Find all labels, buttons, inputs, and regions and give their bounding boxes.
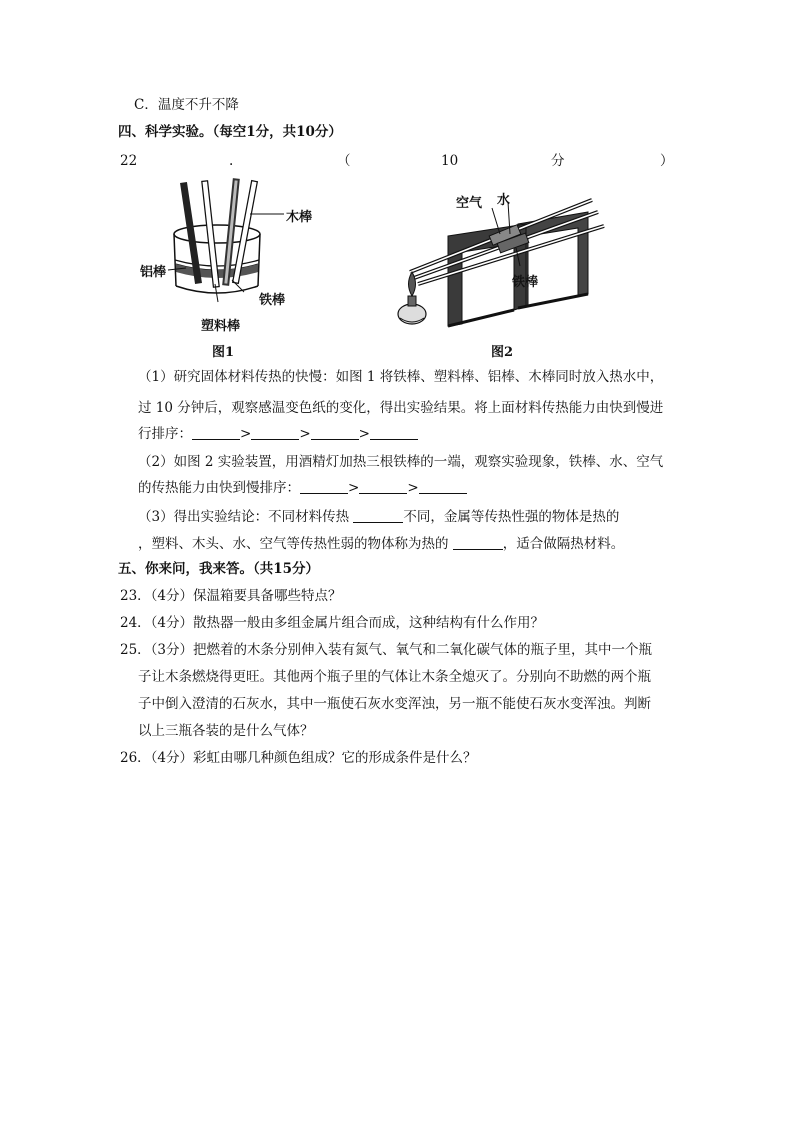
question-26: 26．（4分）彩虹由哪几种颜色组成？它的形成条件是什么？ — [120, 750, 477, 766]
section-4-heading: 四、科学实验。（每空1分，共10分） — [118, 124, 342, 140]
fig2-caption: 图2 — [491, 345, 514, 360]
answer-blank-8[interactable] — [353, 508, 403, 523]
fig2-label-iron-rod: 铁棒 — [512, 275, 539, 290]
q22-dot: . — [229, 153, 234, 169]
q22-part3-line2 — [138, 534, 624, 554]
q22-part2-prefix: 的传热能力由快到慢排序： — [138, 480, 300, 496]
fig1-label-wood-rod: 木棒 — [286, 210, 313, 225]
fig2-label-water: 水 — [497, 193, 511, 208]
q22-right-paren: ） — [660, 153, 674, 169]
answer-blank-2[interactable] — [251, 425, 299, 440]
fig1-label-iron-rod: 铁棒 — [259, 293, 286, 308]
q22-part3-line1 — [138, 507, 619, 527]
fig1-label-aluminum-rod: 铝棒 — [140, 265, 167, 280]
q22-part2-line1: （2）如图 2 实验装置，用酒精灯加热三根铁棒的一端，观察实验现象，铁棒、水、空气 — [138, 454, 664, 470]
question-23: 23．（4分）保温箱要具备哪些特点？ — [120, 588, 342, 604]
question-25-line4: 以上三瓶各装的是什么气体？ — [138, 723, 314, 739]
answer-blank-5[interactable] — [300, 479, 348, 494]
q22-part1-line2: 过 10 分钟后，观察感温变色纸的变化，得出实验结果。将上面材料传热能力由快到慢进 — [138, 400, 664, 416]
option-c: C．温度不升不降 — [134, 97, 239, 113]
fig2-label-air: 空气 — [456, 196, 483, 211]
answer-blank-9[interactable] — [453, 535, 503, 550]
q22-score: 10 — [441, 153, 459, 169]
greater-than: > — [299, 426, 311, 442]
q22-part3-text-d: ，适合做隔热材料。 — [502, 536, 625, 552]
answer-blank-1[interactable] — [192, 425, 240, 440]
question-25-line2: 子让木条燃烧得更旺。其他两个瓶子里的气体让木条全熄灭了。分别向不助燃的两个瓶 — [138, 669, 651, 685]
q22-score-unit: 分 — [551, 153, 565, 169]
q22-left-paren: （ — [337, 153, 351, 169]
answer-blank-6[interactable] — [359, 479, 407, 494]
q22-part3-text-b: 不同，金属等传热性强的物体是热的 — [403, 509, 620, 525]
greater-than: > — [407, 480, 419, 496]
fig1-label-plastic-rod: 塑料棒 — [201, 319, 241, 334]
q22-part3-text-c: ，塑料、木头、水、空气等传热性弱的物体称为热的 — [138, 536, 449, 552]
question-25-line1: 25．（3分）把燃着的木条分别伸入装有氮气、氧气和二氧化碳气体的瓶子里，其中一个瓶 — [120, 642, 653, 658]
q22-part1-prefix: 行排序： — [138, 426, 192, 442]
figure-1-beaker-rods — [160, 176, 290, 306]
answer-blank-7[interactable] — [419, 479, 467, 494]
greater-than: > — [240, 426, 252, 442]
q22-part1-line3 — [138, 424, 418, 444]
q22-number: 22 — [120, 153, 138, 169]
answer-blank-4[interactable] — [370, 425, 418, 440]
q22-part3-text-a: （3）得出实验结论：不同材料传热 — [138, 509, 350, 525]
question-25-line3: 子中倒入澄清的石灰水，其中一瓶使石灰水变浑浊，另一瓶不能使石灰水变浑浊。判断 — [138, 696, 651, 712]
greater-than: > — [348, 480, 360, 496]
question-24: 24．（4分）散热器一般由多组金属片组合而成，这种结构有什么作用？ — [120, 615, 545, 631]
figure-2-heating-apparatus — [386, 186, 612, 334]
fig1-caption: 图1 — [212, 345, 235, 360]
q22-part1-line1: （1）研究固体材料传热的快慢：如图 1 将铁棒、塑料棒、铝棒、木棒同时放入热水中， — [138, 369, 664, 385]
q22-part2-line2 — [138, 478, 467, 498]
answer-blank-3[interactable] — [311, 425, 359, 440]
greater-than: > — [358, 426, 370, 442]
section-5-heading: 五、你来问，我来答。（共15分） — [118, 561, 320, 577]
